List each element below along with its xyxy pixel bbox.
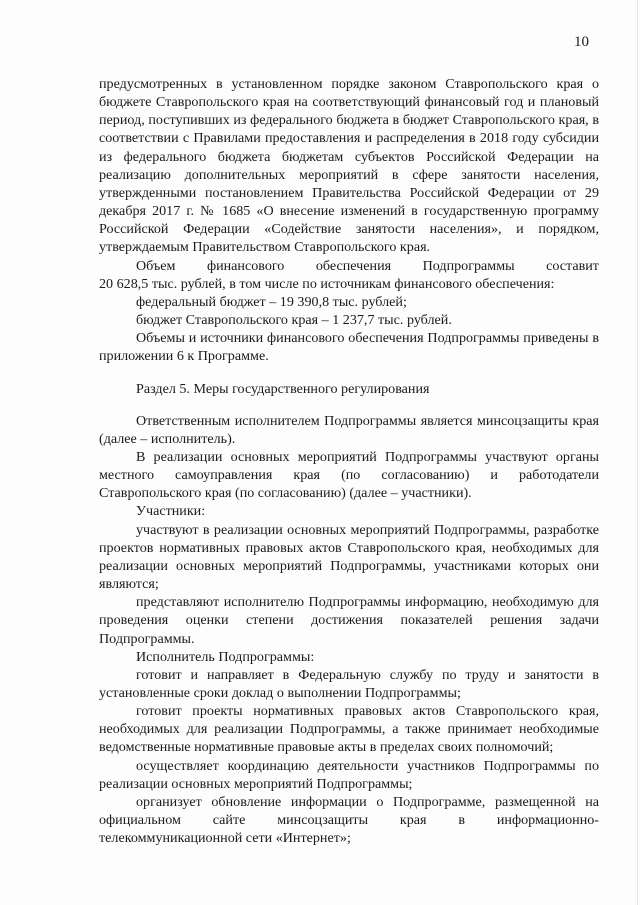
list-item-participants: участвуют в реализации основных мероприятий Подпрограммы, разработке проектов нормативных правовых актов Ставропольского края, необходимых для реализации основных мероприятий Подпрограммы, участниками которых они являются; [99,521,599,593]
volume-word-4: Подпрограммы [422,257,515,274]
list-item-executor: организует обновление информации о Подпрограмме, размещенной на официальном сайте минсоцзащиты края в информационно-телекоммуникационной сети «Интернет»; [99,793,599,847]
list-item-participants: представляют исполнителю Подпрограммы информацию, необходимую для проведения оценки степени достижения показателей решения задачи Подпрограммы. [99,594,599,647]
volume-word-3: обеспечения [315,257,392,274]
paragraph-federal-budget: федеральный бюджет – 19 390,8 тыс. рублей; [136,293,407,310]
section-heading-block [99,380,599,398]
paragraph-funding-sources: Объемы и источники финансового обеспечения Подпрограммы приведены в приложении 6 к Программе. [99,330,599,365]
volume-word-5: составит [546,257,599,274]
list-item-executor: готовит и направляет в Федеральную службу по труду и занятости в установленные сроки доклад о выполнении Подпрограммы; [99,666,599,701]
paragraph-volume-continuation: 20 628,5 тыс. рублей, в том числе по источникам финансового обеспечения: [99,275,555,292]
participants-label: Участники: [136,503,206,520]
page-number: 10 [574,34,589,50]
paragraph-participants-intro: В реализации основных мероприятий Подпрограммы участвуют органы местного самоуправления края (по согласованию) и работодатели Ставропольского края (по согласованию) (далее – участники). [99,448,599,502]
list-item-executor: готовит проекты нормативных правовых актов Ставропольского края, необходимых для реализации Подпрограммы, а также принимает необходимые ведомственные нормативные правовые акты в пределах своих полномочий; [99,703,599,756]
executor-label: Исполнитель Подпрограммы: [136,648,315,665]
volume-word-1: Объем [136,257,176,274]
paragraph-funding-rules: предусмотренных в установленном порядке законом Ставропольского края о бюджете Ставропольского края на соответствующий финансовый год и плановый период, поступивших из федерального бюджета в бюджет Ставропольского края, в соответствии с Правилами предоставления и распределения в 2018 году субсидии из федерального бюджета бюджетам субъектов Российской Федерации на реализацию дополнительных мероприятий в сфере занятости населения, утвержденными постановлением Правительства Российской Федерации от 29 декабря 2017 г. № 1685 «О внесение изменений в государственную программу Российской Федерации «Содействие занятости населения», и порядком, утверждаемым Правительством Ставропольского края. [99,76,599,256]
scan-edge-line [637,0,638,905]
document-body [99,75,599,847]
paragraph-regional-budget: бюджет Ставропольского края – 1 237,7 тыс. рублей. [136,312,452,329]
paragraph-volume-first-line [99,257,599,275]
list-item-executor: осуществляет координацию деятельности участников Подпрограммы по реализации основных мероприятий Подпрограммы; [99,757,599,792]
section-heading: Раздел 5. Меры государственного регулирования [136,380,430,397]
volume-word-2: финансового [206,257,285,274]
paragraph-responsible-executor: Ответственным исполнителем Подпрограммы является минсоцзащиты края (далее – исполнитель). [99,412,599,447]
